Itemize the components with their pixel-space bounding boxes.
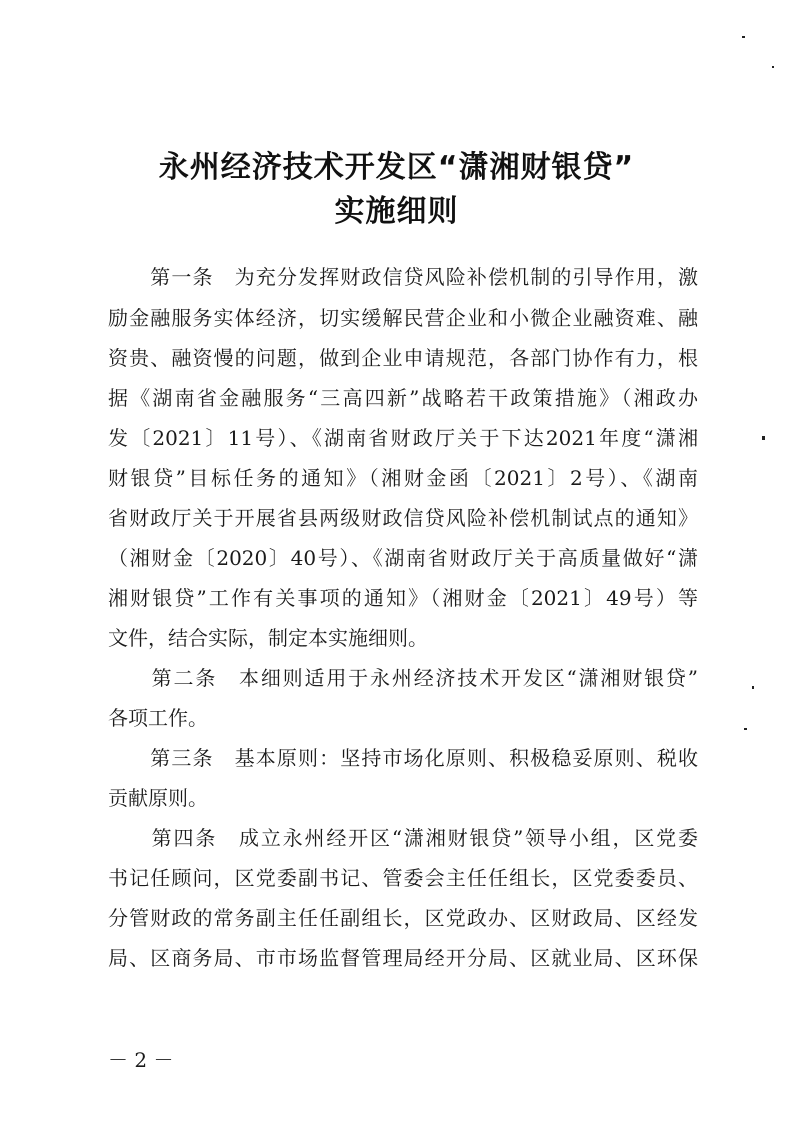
body-line: 省财政厅关于开展省县两级财政信贷风险补偿机制试点的通知》 (108, 506, 698, 530)
body-line: （湘财金〔2020〕40号）、《湖南省财政厅关于高质量做好“潇 (108, 546, 698, 570)
body-line: 书记任顾问，区党委副书记、管委会主任任组长，区党委委员、 (108, 866, 698, 890)
scan-speck (772, 66, 774, 68)
body-line: 贡献原则。 (108, 786, 208, 810)
body-line: 第二条 本细则适用于永州经济技术开发区“潇湘财银贷” (108, 666, 698, 690)
body-line: 励金融服务实体经济，切实缓解民营企业和小微企业融资难、融 (108, 306, 698, 330)
page-number: － 2 － (108, 1048, 174, 1072)
body-line: 据《湖南省金融服务“三高四新”战略若干政策措施》（湘政办 (108, 386, 698, 410)
body-line: 文件，结合实际，制定本实施细则。 (108, 626, 428, 650)
body-line: 第一条 为充分发挥财政信贷风险补偿机制的引导作用，激 (108, 265, 698, 289)
scan-speck (744, 728, 747, 730)
body-line: 第四条 成立永州经开区“潇湘财银贷”领导小组，区党委 (108, 826, 698, 850)
body-line: 各项工作。 (108, 706, 208, 730)
scan-speck (752, 686, 754, 689)
scan-speck (762, 436, 765, 440)
scan-speck (742, 36, 745, 38)
body-line: 第三条 基本原则：坚持市场化原则、积极稳妥原则、税收 (108, 746, 698, 770)
body-line: 发〔2021〕11号）、《湖南省财政厅关于下达2021年度“潇湘 (108, 426, 698, 450)
document-title-line-2: 实施细则 (334, 194, 459, 229)
body-line: 分管财政的常务副主任任副组长，区党政办、区财政局、区经发 (108, 906, 698, 930)
body-line: 湘财银贷”工作有关事项的通知》（湘财金〔2021〕49号）等 (108, 586, 698, 610)
body-line: 局、区商务局、市市场监督管理局经开分局、区就业局、区环保 (108, 946, 698, 970)
body-line: 财银贷”目标任务的通知》（湘财金函〔2021〕2号）、《湖南 (108, 466, 698, 490)
document-title-line-1: 永州经济技术开发区“潇湘财银贷” (158, 150, 635, 185)
body-line: 资贵、融资慢的问题，做到企业申请规范，各部门协作有力，根 (108, 346, 698, 370)
